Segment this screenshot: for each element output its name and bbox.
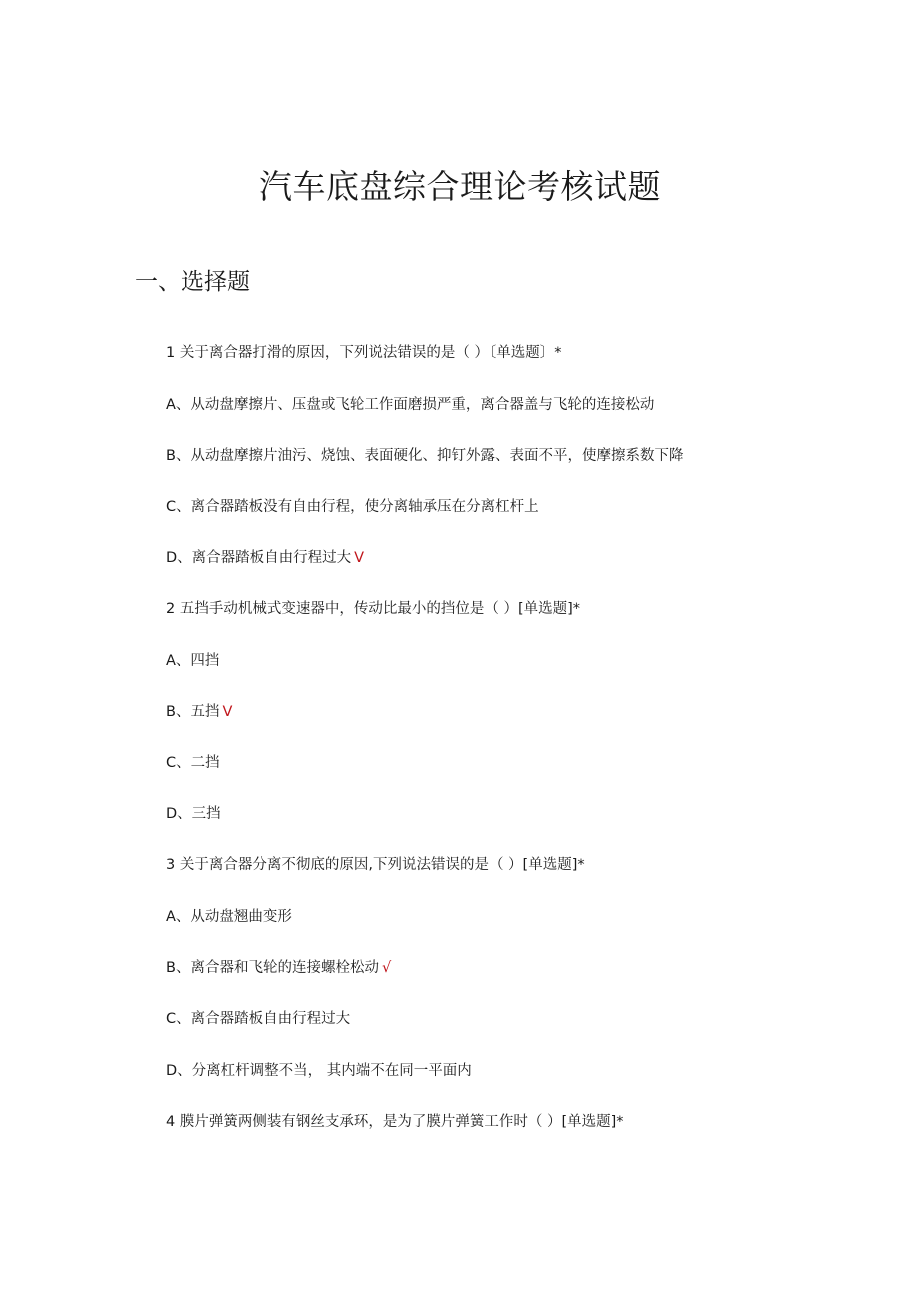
question-stem: 3 关于离合器分离不彻底的原因,下列说法错误的是（ ）[单选题]* bbox=[166, 857, 585, 873]
document-title: 汽车底盘综合理论考核试题 bbox=[259, 167, 661, 206]
option-text: A、四挡 bbox=[166, 653, 220, 669]
answer-option bbox=[166, 958, 391, 978]
answer-option bbox=[166, 395, 657, 415]
answer-option bbox=[166, 702, 232, 722]
answer-option bbox=[166, 548, 364, 568]
option-text: D、三挡 bbox=[166, 806, 221, 822]
answer-option bbox=[166, 804, 224, 824]
answer-option bbox=[166, 907, 295, 927]
section-heading: 一、选择题 bbox=[135, 269, 250, 295]
answer-option bbox=[166, 1061, 475, 1081]
option-text: C、离合器踏板没有自由行程，使分离轴承压在分离杠杆上 bbox=[166, 499, 539, 515]
correct-answer-mark: V bbox=[354, 550, 365, 566]
answer-option bbox=[166, 651, 222, 671]
option-text: B、五挡 bbox=[166, 704, 220, 720]
question-stem: 4 膜片弹簧两侧装有钢丝支承环，是为了膜片弹簧工作时（ ）[单选题]* bbox=[166, 1114, 624, 1130]
option-text: A、从动盘摩擦片、压盘或飞轮工作面磨损严重，离合器盖与飞轮的连接松动 bbox=[166, 397, 655, 413]
option-text: C、二挡 bbox=[166, 755, 220, 771]
option-text: B、离合器和飞轮的连接螺栓松动 bbox=[166, 960, 379, 976]
answer-option bbox=[166, 1009, 353, 1029]
question-stem: 2 五挡手动机械式变速器中，传动比最小的挡位是（ ）[单选题]* bbox=[166, 601, 581, 617]
correct-answer-mark: V bbox=[222, 704, 233, 720]
answer-option bbox=[166, 497, 542, 517]
option-text: B、从动盘摩擦片油污、烧蚀、表面硬化、抑钉外露、表面不平，使摩擦系数下降 bbox=[166, 448, 684, 464]
option-text: C、离合器踏板自由行程过大 bbox=[166, 1011, 351, 1027]
option-text: D、分离杠杆调整不当， 其内端不在同一平面内 bbox=[166, 1063, 472, 1079]
option-text: D、离合器踏板自由行程过大 bbox=[166, 550, 352, 566]
answer-option bbox=[166, 753, 223, 773]
correct-answer-mark: √ bbox=[381, 960, 392, 976]
question-stem: 1 关于离合器打滑的原因，下列说法错误的是（ ）〔单选题〕* bbox=[166, 345, 562, 361]
answer-option bbox=[166, 446, 686, 466]
option-text: A、从动盘翘曲变形 bbox=[166, 909, 292, 925]
